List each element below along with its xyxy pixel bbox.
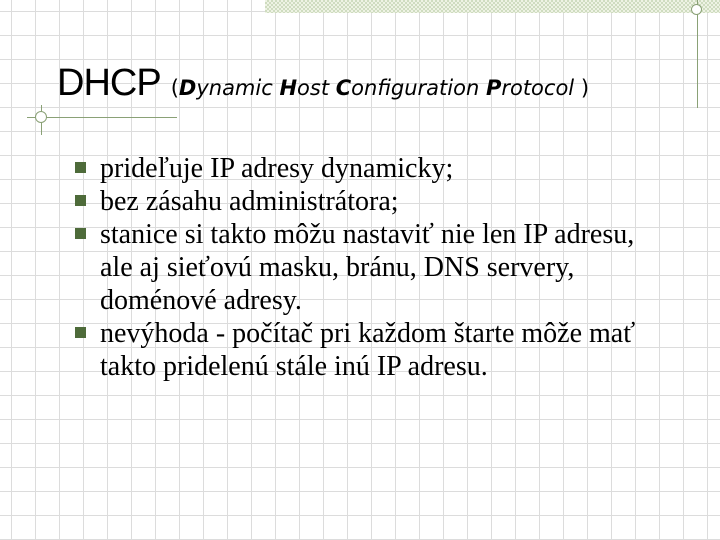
list-item-text: bez zásahu administrátora; bbox=[100, 186, 399, 217]
list-item bbox=[75, 152, 665, 185]
title-word: Dynamic bbox=[178, 76, 280, 100]
list-item bbox=[75, 185, 665, 218]
square-bullet-icon bbox=[75, 327, 86, 338]
square-bullet-icon bbox=[75, 228, 86, 239]
title-expansion bbox=[171, 76, 589, 100]
title-close-paren: ) bbox=[580, 76, 590, 100]
list-item-text: stanice si takto môžu nastaviť nie len IP adresu, ale aj sieťovú masku, bránu, DNS servery, doménové adresy. bbox=[100, 219, 635, 316]
title-open-paren: ( bbox=[170, 76, 179, 100]
decorative-top-band bbox=[265, 0, 720, 13]
slide-title bbox=[57, 62, 589, 105]
decorative-horizontal-line bbox=[27, 117, 177, 118]
title-word: Configuration bbox=[335, 76, 486, 100]
list-item-text: nevýhoda - počítač pri každom štarte môže mať takto pridelenú stále inú IP adresu. bbox=[100, 318, 636, 382]
bullet-list bbox=[75, 152, 665, 383]
decorative-circle-left bbox=[35, 111, 47, 123]
list-item bbox=[75, 218, 665, 317]
title-word: Host bbox=[279, 76, 336, 100]
square-bullet-icon bbox=[75, 195, 86, 206]
square-bullet-icon bbox=[75, 162, 86, 173]
decorative-circle-top-right bbox=[691, 4, 702, 15]
title-acronym: DHCP bbox=[57, 62, 161, 104]
decorative-vertical-line bbox=[697, 0, 698, 108]
list-item-text: prideľuje IP adresy dynamicky; bbox=[100, 153, 454, 184]
title-word: Protocol bbox=[485, 76, 581, 100]
list-item bbox=[75, 317, 665, 383]
